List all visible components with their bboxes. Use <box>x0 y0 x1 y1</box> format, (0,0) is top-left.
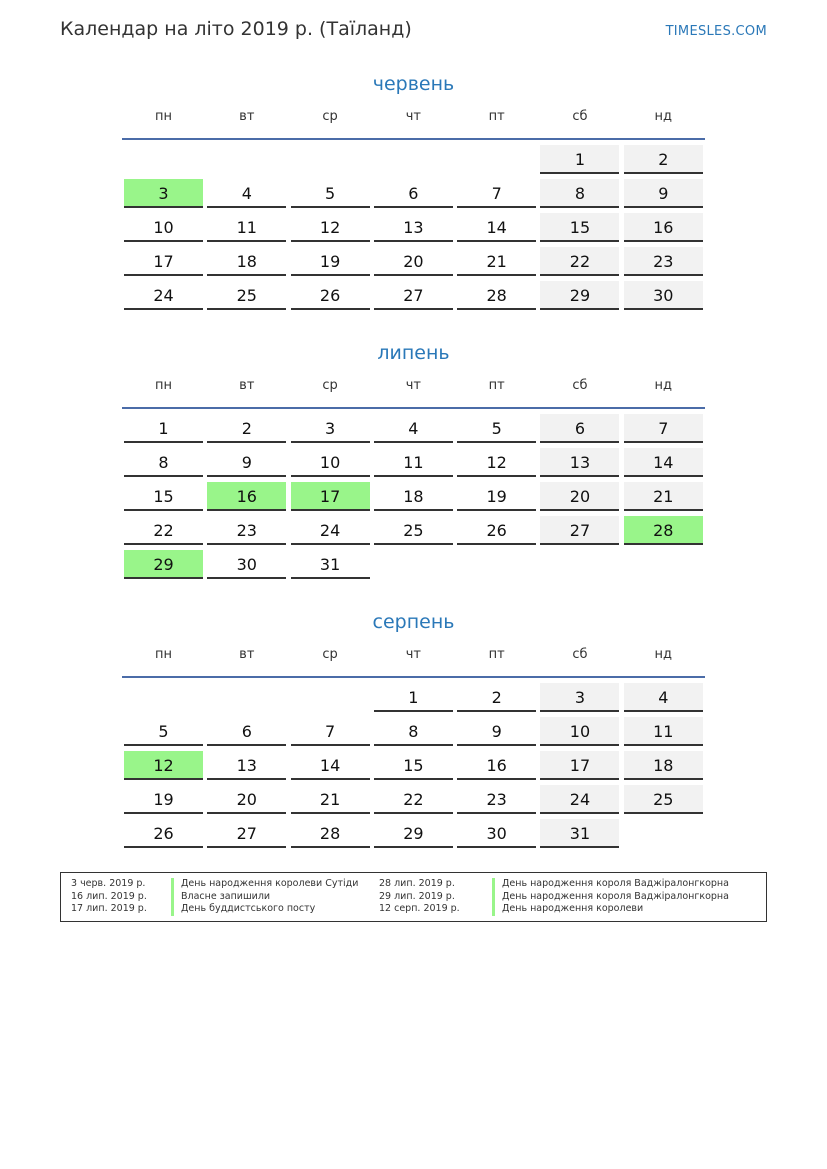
day-cell: 22 <box>540 247 619 276</box>
day-cell: 23 <box>624 247 703 276</box>
day-cell: 15 <box>540 213 619 242</box>
day-empty <box>457 145 536 174</box>
day-cell: 14 <box>291 751 370 780</box>
day-cell: 20 <box>540 482 619 511</box>
legend-name: День народження короля Ваджіралонгкорна <box>492 878 729 891</box>
legend-name: День народження королеви <box>492 903 643 916</box>
day-cell: 8 <box>374 717 453 746</box>
weekday-label: нд <box>654 109 673 124</box>
day-cell: 2 <box>624 145 703 174</box>
day-cell: 11 <box>207 213 286 242</box>
day-cell: 24 <box>124 281 203 310</box>
day-empty <box>207 683 286 712</box>
weekday-label: ср <box>322 109 338 124</box>
day-cell: 31 <box>540 819 619 848</box>
day-cell: 29 <box>540 281 619 310</box>
day-cell: 15 <box>124 482 203 511</box>
day-cell: 27 <box>207 819 286 848</box>
weekday-label: пт <box>488 378 505 393</box>
weekday-label: вт <box>239 647 255 662</box>
day-cell: 18 <box>624 751 703 780</box>
day-cell: 4 <box>207 179 286 208</box>
day-cell: 10 <box>291 448 370 477</box>
day-cell: 9 <box>207 448 286 477</box>
day-cell: 7 <box>624 414 703 443</box>
day-cell: 8 <box>124 448 203 477</box>
day-cell: 9 <box>624 179 703 208</box>
weekday-label: чт <box>405 647 422 662</box>
day-cell: 3 <box>540 683 619 712</box>
weekday-label: пн <box>155 109 172 124</box>
day-cell: 22 <box>124 516 203 545</box>
day-cell: 25 <box>374 516 453 545</box>
weekday-label: чт <box>405 378 422 393</box>
legend-name: Власне запишили <box>171 891 270 904</box>
day-cell: 11 <box>624 717 703 746</box>
day-cell: 1 <box>540 145 619 174</box>
day-cell: 12 <box>291 213 370 242</box>
weekday-label: пн <box>155 647 172 662</box>
day-cell: 18 <box>374 482 453 511</box>
day-cell-holiday: 29 <box>124 550 203 579</box>
legend-column-right <box>379 878 729 916</box>
weekday-label: нд <box>654 647 673 662</box>
weekday-label: пт <box>488 109 505 124</box>
day-cell: 2 <box>207 414 286 443</box>
day-cell: 1 <box>124 414 203 443</box>
legend-date: 29 лип. 2019 р. <box>379 890 455 902</box>
day-cell: 6 <box>207 717 286 746</box>
day-cell: 4 <box>374 414 453 443</box>
day-cell: 16 <box>457 751 536 780</box>
day-cell-holiday: 16 <box>207 482 286 511</box>
day-cell: 29 <box>374 819 453 848</box>
day-cell: 5 <box>291 179 370 208</box>
month-title: серпень <box>372 611 455 633</box>
legend-name: День народження короля Ваджіралонгкорна <box>492 891 729 904</box>
month-title: липень <box>377 342 450 364</box>
day-cell: 5 <box>457 414 536 443</box>
day-empty <box>124 683 203 712</box>
day-cell: 3 <box>291 414 370 443</box>
day-cell: 12 <box>457 448 536 477</box>
weekday-label: нд <box>654 378 673 393</box>
day-empty <box>291 145 370 174</box>
day-cell: 19 <box>457 482 536 511</box>
day-cell: 2 <box>457 683 536 712</box>
day-cell: 30 <box>207 550 286 579</box>
day-cell: 26 <box>457 516 536 545</box>
day-cell: 15 <box>374 751 453 780</box>
weekday-label: чт <box>405 109 422 124</box>
day-grid <box>122 414 705 579</box>
weekday-label: сб <box>572 378 588 393</box>
holiday-legend <box>60 872 767 922</box>
day-cell: 10 <box>124 213 203 242</box>
legend-name: День буддистського посту <box>171 903 315 916</box>
site-link[interactable]: TIMESLES.COM <box>665 24 767 39</box>
legend-column-left <box>71 878 358 916</box>
legend-date: 12 серп. 2019 р. <box>379 903 460 914</box>
day-empty <box>291 683 370 712</box>
day-cell: 14 <box>624 448 703 477</box>
day-cell: 5 <box>124 717 203 746</box>
day-cell: 1 <box>374 683 453 712</box>
weekday-label: вт <box>239 109 255 124</box>
day-cell: 25 <box>207 281 286 310</box>
legend-date: 16 лип. 2019 р. <box>71 890 147 902</box>
day-cell: 26 <box>124 819 203 848</box>
weekday-label: сб <box>572 647 588 662</box>
legend-date: 3 черв. 2019 р. <box>71 878 146 889</box>
day-cell: 30 <box>457 819 536 848</box>
weekday-header <box>122 375 705 409</box>
month-july <box>122 339 705 579</box>
day-cell: 20 <box>207 785 286 814</box>
day-cell: 27 <box>374 281 453 310</box>
day-grid <box>122 145 705 310</box>
day-cell: 7 <box>291 717 370 746</box>
day-cell: 25 <box>624 785 703 814</box>
legend-date: 17 лип. 2019 р. <box>71 903 147 914</box>
day-cell: 17 <box>540 751 619 780</box>
weekday-label: пт <box>488 647 505 662</box>
legend-row <box>379 878 729 891</box>
day-cell: 31 <box>291 550 370 579</box>
legend-row <box>71 878 358 891</box>
day-cell: 16 <box>624 213 703 242</box>
day-cell: 22 <box>374 785 453 814</box>
month-august <box>122 608 705 848</box>
day-cell: 24 <box>291 516 370 545</box>
day-cell-holiday: 28 <box>624 516 703 545</box>
day-cell: 8 <box>540 179 619 208</box>
legend-name: День народження королеви Сутіди <box>171 878 358 891</box>
day-cell: 21 <box>624 482 703 511</box>
day-empty <box>124 145 203 174</box>
legend-row <box>71 903 358 916</box>
day-cell: 6 <box>540 414 619 443</box>
day-cell: 6 <box>374 179 453 208</box>
day-empty <box>374 145 453 174</box>
day-cell: 23 <box>457 785 536 814</box>
day-cell: 27 <box>540 516 619 545</box>
day-empty <box>207 145 286 174</box>
day-cell: 13 <box>207 751 286 780</box>
month-title: червень <box>372 73 455 95</box>
weekday-label: ср <box>322 378 338 393</box>
weekday-label: пн <box>155 378 172 393</box>
day-cell: 17 <box>124 247 203 276</box>
day-cell: 18 <box>207 247 286 276</box>
month-june <box>122 70 705 310</box>
legend-date: 28 лип. 2019 р. <box>379 878 455 889</box>
day-grid <box>122 683 705 848</box>
day-cell-holiday: 12 <box>124 751 203 780</box>
day-cell: 28 <box>457 281 536 310</box>
page-title: Календар на літо 2019 р. (Таїланд) <box>60 18 412 40</box>
day-cell: 19 <box>124 785 203 814</box>
day-cell: 9 <box>457 717 536 746</box>
day-cell: 19 <box>291 247 370 276</box>
weekday-label: ср <box>322 647 338 662</box>
day-cell: 13 <box>540 448 619 477</box>
day-cell: 21 <box>291 785 370 814</box>
day-cell: 26 <box>291 281 370 310</box>
weekday-header <box>122 644 705 678</box>
weekday-label: вт <box>239 378 255 393</box>
day-cell: 20 <box>374 247 453 276</box>
day-cell: 30 <box>624 281 703 310</box>
day-cell: 24 <box>540 785 619 814</box>
legend-row <box>379 903 729 916</box>
day-cell: 21 <box>457 247 536 276</box>
day-cell: 10 <box>540 717 619 746</box>
day-cell: 14 <box>457 213 536 242</box>
day-cell: 28 <box>291 819 370 848</box>
day-cell: 11 <box>374 448 453 477</box>
weekday-label: сб <box>572 109 588 124</box>
day-cell: 4 <box>624 683 703 712</box>
legend-row <box>379 891 729 904</box>
day-cell-holiday: 3 <box>124 179 203 208</box>
legend-row <box>71 891 358 904</box>
day-cell: 13 <box>374 213 453 242</box>
day-cell-holiday: 17 <box>291 482 370 511</box>
day-cell: 23 <box>207 516 286 545</box>
day-cell: 7 <box>457 179 536 208</box>
weekday-header <box>122 106 705 140</box>
